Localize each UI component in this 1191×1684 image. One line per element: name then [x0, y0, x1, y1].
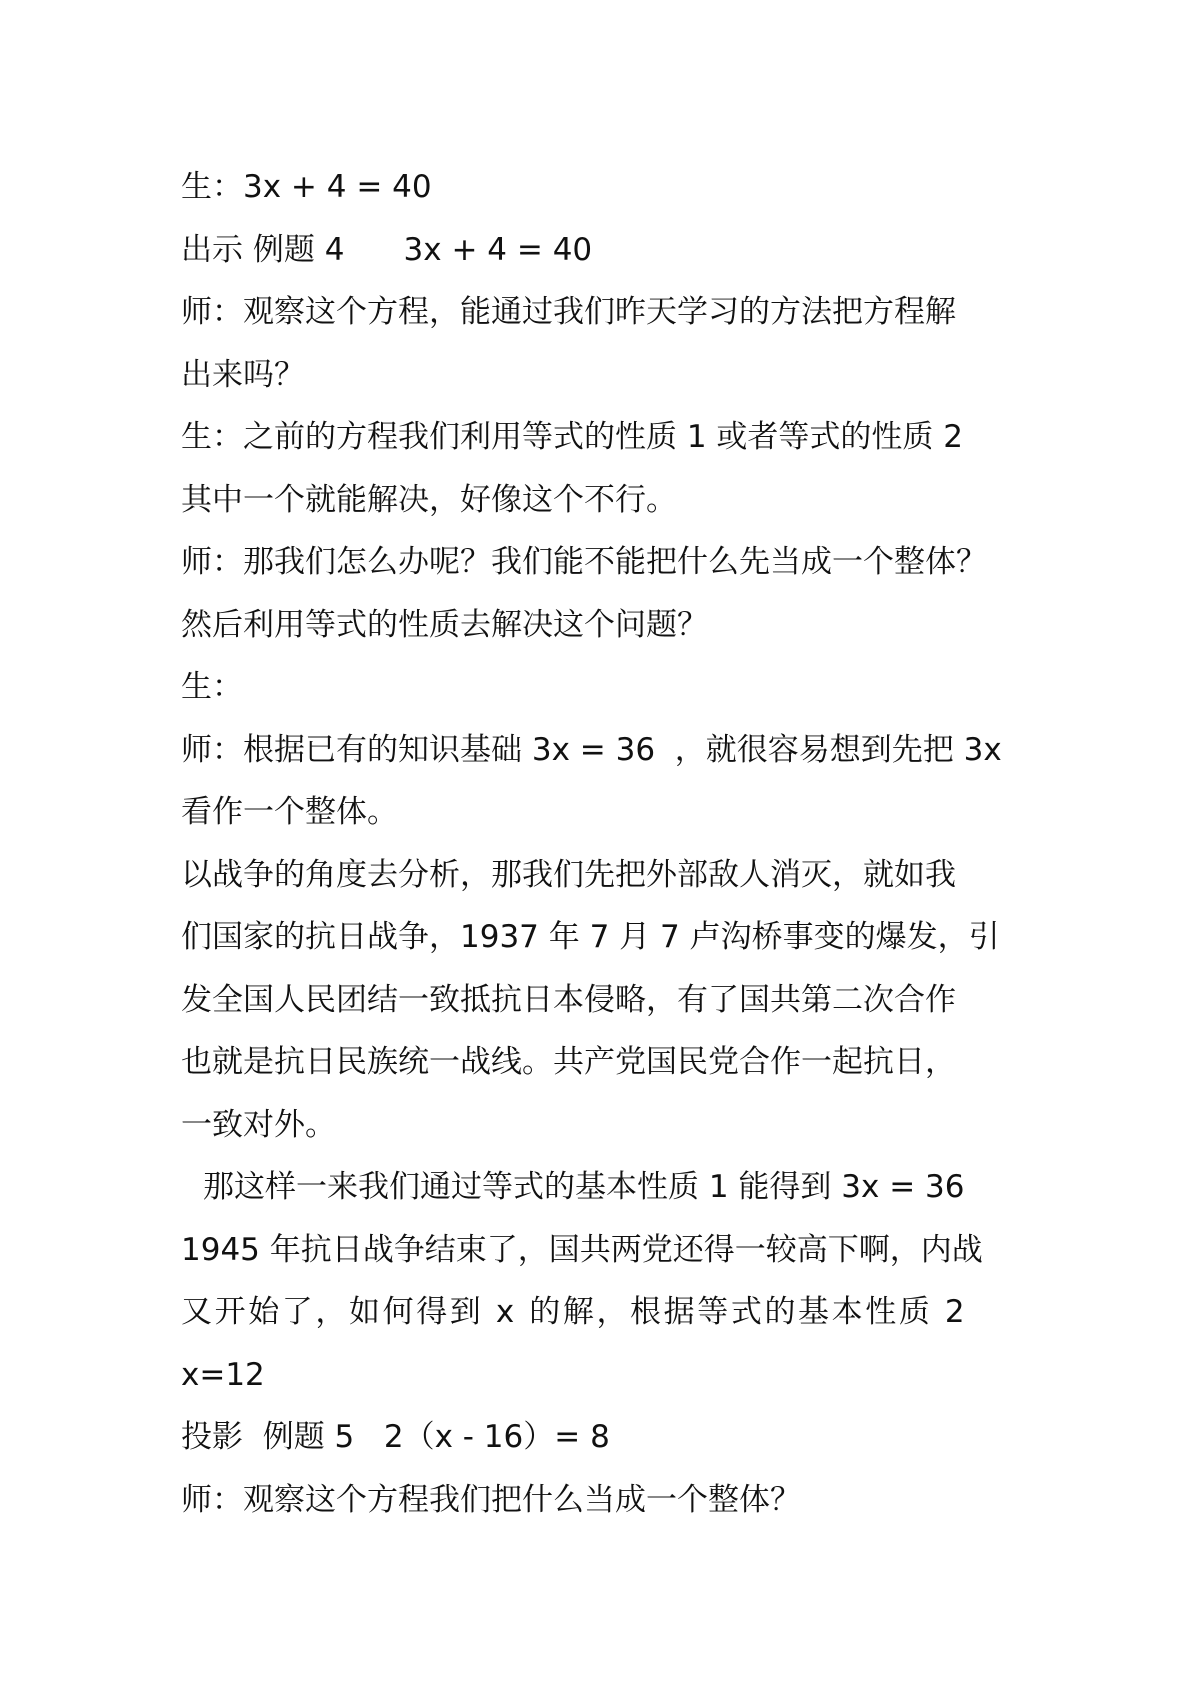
text-line: 师：观察这个方程，能通过我们昨天学习的方法把方程解	[181, 294, 956, 330]
text-line: 也就是抗日民族统一战线。共产党国民党合作一起抗日，	[181, 1044, 956, 1080]
text-line: 以战争的角度去分析，那我们先把外部敌人消灭，就如我	[181, 856, 956, 893]
text-line: 一致对外。	[181, 1106, 336, 1143]
document-body	[181, 156, 1051, 1531]
text-line: 又开始了，如何得到 x 的解，根据等式的基本性质 2	[181, 1294, 968, 1330]
text-line: 发全国人民团结一致抵抗日本侵略，有了国共第二次合作	[181, 981, 956, 1018]
text-line: 1945 年抗日战争结束了，国共两党还得一较高下啊，内战	[181, 1231, 983, 1268]
text-line: 师：观察这个方程我们把什么当成一个整体？	[181, 1481, 801, 1518]
text-line: 投影 例题 5 2（x - 16）= 8	[181, 1419, 610, 1455]
text-line: 们国家的抗日战争，1937 年 7 月 7 卢沟桥事变的爆发，引	[181, 919, 1000, 955]
text-line: 师：根据已有的知识基础 3x = 36 ，就很容易想到先把 3x	[181, 731, 1002, 768]
text-line: 然后利用等式的性质去解决这个问题？	[181, 606, 708, 643]
text-line: 其中一个就能解决，好像这个不行。	[181, 481, 677, 518]
text-line: 生：	[181, 669, 243, 705]
text-line: 生：之前的方程我们利用等式的性质 1 或者等式的性质 2	[181, 419, 964, 455]
text-line: 出来吗？	[181, 356, 305, 393]
text-line: x=12	[181, 1356, 265, 1393]
text-line: 师：那我们怎么办呢？我们能不能把什么先当成一个整体？	[181, 544, 987, 580]
text-line: 生：3x + 4 = 40	[181, 169, 432, 205]
text-line: 出示 例题 4 3x + 4 = 40	[181, 231, 593, 268]
text-line: 看作一个整体。	[181, 794, 398, 830]
text-line-indented: 那这样一来我们通过等式的基本性质 1 能得到 3x = 36	[203, 1169, 965, 1205]
